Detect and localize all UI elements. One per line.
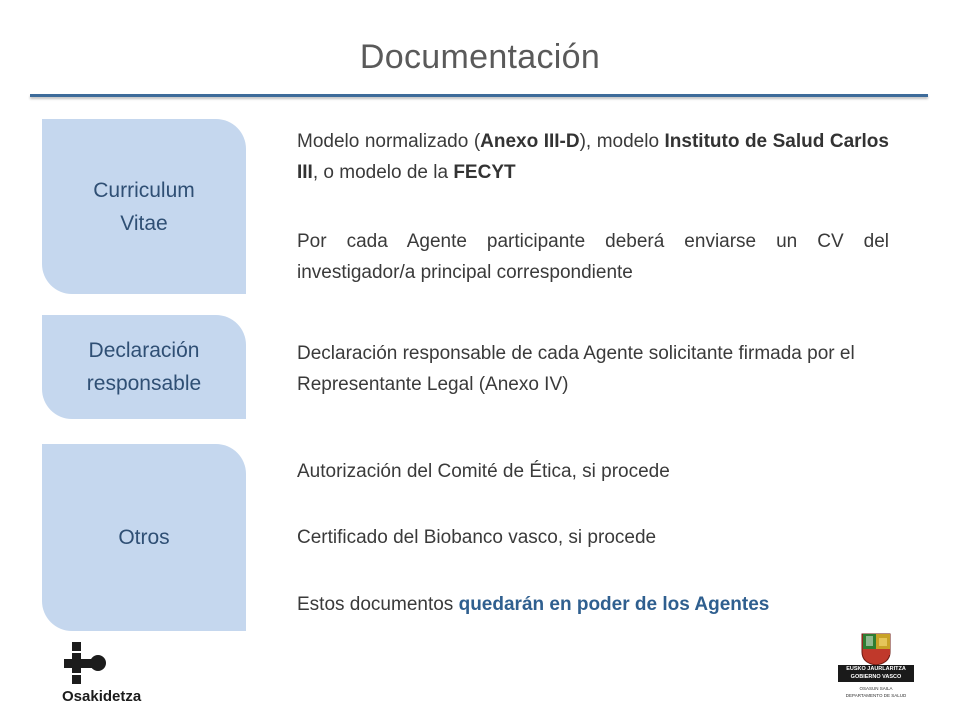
category-label-line2: responsable [86,372,202,395]
category-curriculum-vitae [42,119,246,294]
bold-run: FECYT [453,162,516,183]
banner-line2: GOBIERNO VASCO [850,674,902,680]
title-divider [30,94,928,97]
declaracion-paragraph: Declaración responsable de cada Agente solicitante firmada por el Representante Legal (Anexo IV) [297,343,855,395]
category-declaracion-responsable [42,315,246,419]
category-label-line2: Vitae [120,211,168,235]
bold-run: Instituto de Salud Carlos III [297,131,889,183]
category-label-line1: Declaración [88,339,200,362]
text-run: Modelo normalizado ( [297,131,481,152]
text-run: , o modelo de la [312,162,454,183]
documentos-paragraph [297,589,889,620]
biobanco-paragraph: Certificado del Biobanco vasco, si procede [297,527,657,548]
osakidetza-wordmark: Osakidetza [62,688,142,705]
department-line2: DEPARTAMENTO DE SALUD [845,693,907,698]
bold-run: Anexo III-D [480,131,580,152]
gobierno-vasco-banner [838,665,914,682]
page-title: Documentación [359,38,601,76]
osakidetza-logo [62,642,152,712]
cv-per-agent-paragraph: Por cada Agente participante deberá enviarse un CV del investigador/a principal correspondiente [297,231,889,283]
coat-of-arms-icon [836,630,916,666]
category-label-line1: Curriculum [93,178,195,202]
category-label: Otros [118,526,170,549]
banner-line1: EUSKO JAURLARITZA [846,666,906,672]
comite-etica-paragraph: Autorización del Comité de Ética, si procede [297,461,670,482]
text-run: ), modelo [579,131,665,152]
category-otros [42,444,246,631]
bold-accent-run: quedarán en poder de los Agentes [458,594,770,615]
gobierno-vasco-logo [836,630,916,710]
text-run: Estos documentos [297,594,459,615]
osakidetza-mark-icon [64,642,108,686]
department-label [838,685,914,699]
cv-model-paragraph [297,126,889,188]
department-line1: OSASUN SAILA [859,686,893,691]
